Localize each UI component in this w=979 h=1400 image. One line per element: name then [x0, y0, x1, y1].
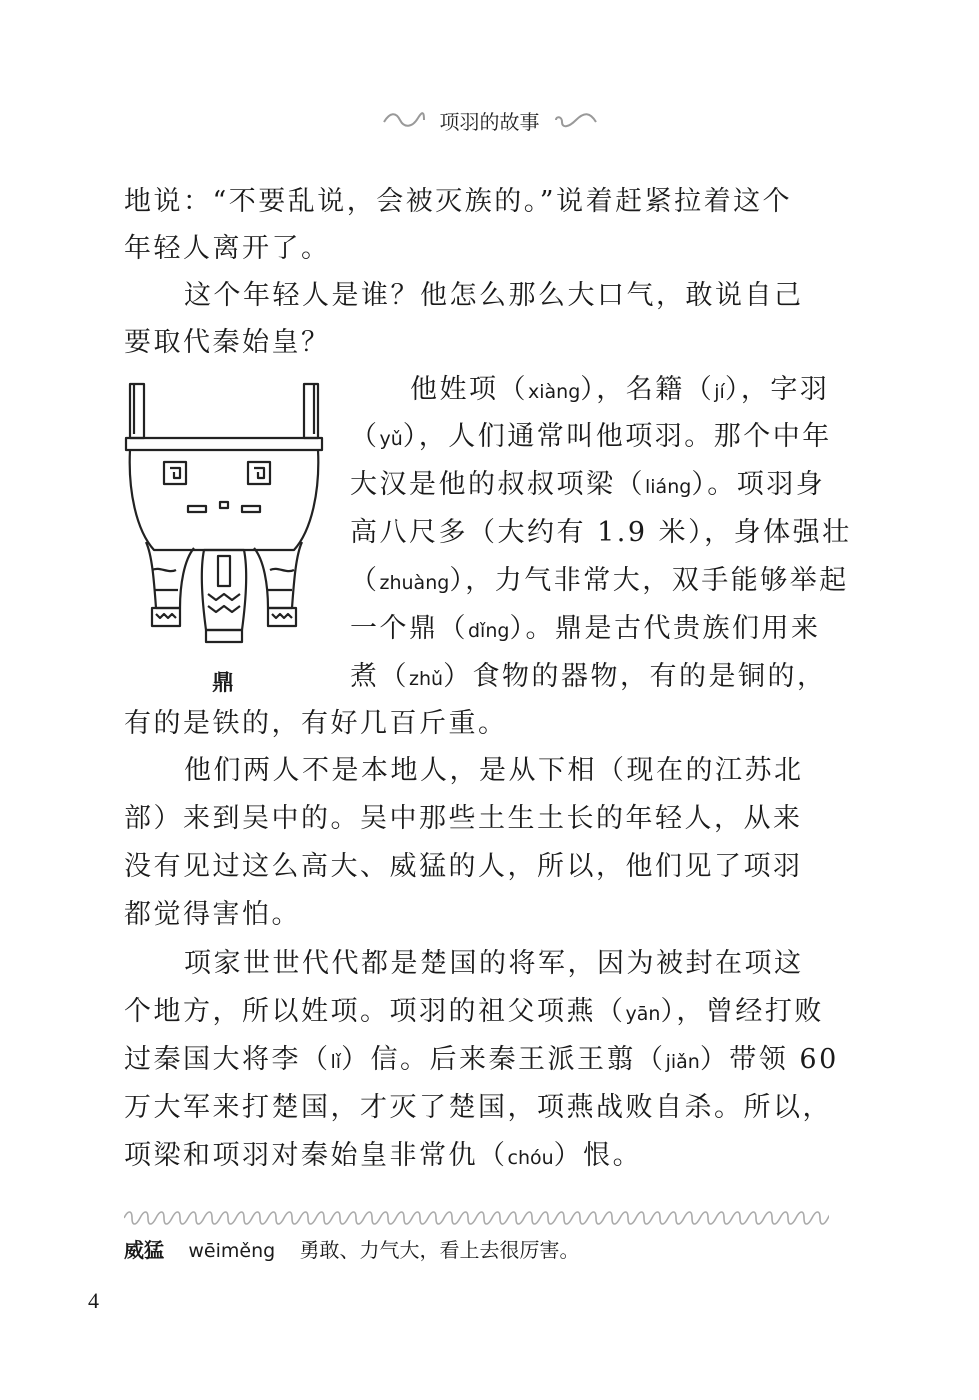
text-segment: （	[350, 421, 380, 452]
text-segment: ）。鼎是古代贵族们用来	[509, 613, 821, 644]
footnote-divider	[124, 1208, 829, 1228]
text-line	[124, 319, 331, 367]
text-segment: 项家世世代代都是楚国的将军，因为被封在项这	[184, 948, 804, 979]
text-segment: ）带领 60	[699, 1044, 839, 1075]
text-line	[184, 940, 804, 988]
text-segment: 一个鼎（	[350, 613, 468, 644]
text-segment: ），力气非常大，双手能够举起	[449, 565, 849, 596]
pinyin-annotation: dǐng	[468, 620, 510, 642]
running-header-title: 项羽的故事	[439, 109, 540, 134]
pinyin-annotation: lǐ	[330, 1051, 342, 1073]
page-number: 4	[88, 1288, 99, 1313]
footnote	[124, 1232, 580, 1269]
text-line	[124, 178, 792, 226]
text-segment: ）信。后来秦王派王翦（	[341, 1044, 666, 1075]
text-line	[124, 1036, 839, 1086]
pinyin-annotation: jiǎn	[665, 1051, 700, 1073]
pinyin-annotation: zhuàng	[379, 572, 450, 594]
text-segment: 大汉是他的叔叔项梁（	[350, 469, 645, 500]
text-line	[124, 988, 824, 1038]
text-segment: 个地方，所以姓项。项羽的祖父项燕（	[124, 996, 626, 1027]
text-segment: 部）来到吴中的。吴中那些土生土长的年轻人，从来	[124, 803, 803, 834]
text-segment: ）恨。	[553, 1140, 643, 1171]
text-line	[350, 605, 820, 655]
text-line	[410, 366, 829, 416]
text-segment: 煮（	[350, 661, 409, 692]
text-segment: 有的是铁的，有好几百斤重。	[124, 708, 508, 739]
ding-vessel-icon	[124, 380, 324, 650]
text-line	[124, 225, 331, 273]
text-segment: ），人们通常叫他项羽。那个中年	[402, 421, 832, 452]
text-line	[184, 747, 804, 795]
text-segment: 地说：“不要乱说，会被灭族的。”说着赶紧拉着这个	[124, 186, 793, 217]
pinyin-annotation: liáng	[645, 476, 692, 498]
text-segment: ）食物的器物，有的是铜的，	[443, 661, 827, 692]
text-segment: 没有见过这么高大、威猛的人，所以，他们见了项羽	[124, 851, 803, 882]
text-segment: 要取代秦始皇？	[124, 327, 331, 358]
left-scroll-ornament-icon	[382, 110, 426, 130]
text-line	[124, 1084, 832, 1132]
footnote-term: 威猛	[124, 1238, 164, 1262]
text-line	[124, 700, 508, 748]
pinyin-annotation: xiàng	[528, 381, 581, 403]
illustration-caption: 鼎	[212, 671, 235, 696]
text-line	[124, 843, 803, 891]
text-segment: 这个年轻人是谁？他怎么那么大口气，敢说自己	[184, 280, 804, 311]
right-scroll-ornament-icon	[554, 110, 598, 130]
text-segment: ），曾经打败	[660, 996, 824, 1027]
text-line	[124, 795, 803, 843]
text-segment: 年轻人离开了。	[124, 233, 331, 264]
footnote-pinyin: wēiměng	[188, 1240, 276, 1262]
pinyin-annotation: chóu	[507, 1147, 554, 1169]
text-line	[350, 653, 827, 703]
pinyin-annotation: jí	[714, 381, 725, 403]
text-line	[184, 272, 804, 320]
footnote-definition: 勇敢、力气大，看上去很厉害。	[299, 1238, 580, 1262]
text-line	[350, 461, 825, 511]
text-segment: ），名籍（	[580, 374, 715, 405]
pinyin-annotation: yān	[625, 1003, 661, 1025]
text-segment: 他们两人不是本地人，是从下相（现在的江苏北	[184, 755, 804, 786]
text-line	[350, 413, 832, 463]
text-segment: 他姓项（	[410, 374, 528, 405]
text-segment: ）。项羽身	[691, 469, 826, 500]
text-segment: 项梁和项羽对秦始皇非常仇（	[124, 1140, 508, 1171]
text-line	[350, 509, 852, 557]
text-segment: 万大军来打楚国，才灭了楚国，项燕战败自杀。所以，	[124, 1092, 832, 1123]
text-segment: ），字羽	[724, 374, 830, 405]
text-line	[124, 891, 301, 939]
running-header	[0, 100, 979, 140]
text-segment: 都觉得害怕。	[124, 899, 301, 930]
text-line	[350, 557, 849, 607]
text-segment: 过秦国大将李（	[124, 1044, 331, 1075]
text-segment: 高八尺多（大约有 1.9 米），身体强壮	[350, 517, 852, 548]
pinyin-annotation: zhǔ	[409, 668, 444, 690]
text-line	[124, 1132, 642, 1182]
pinyin-annotation: yǔ	[379, 428, 403, 450]
text-segment: （	[350, 565, 380, 596]
